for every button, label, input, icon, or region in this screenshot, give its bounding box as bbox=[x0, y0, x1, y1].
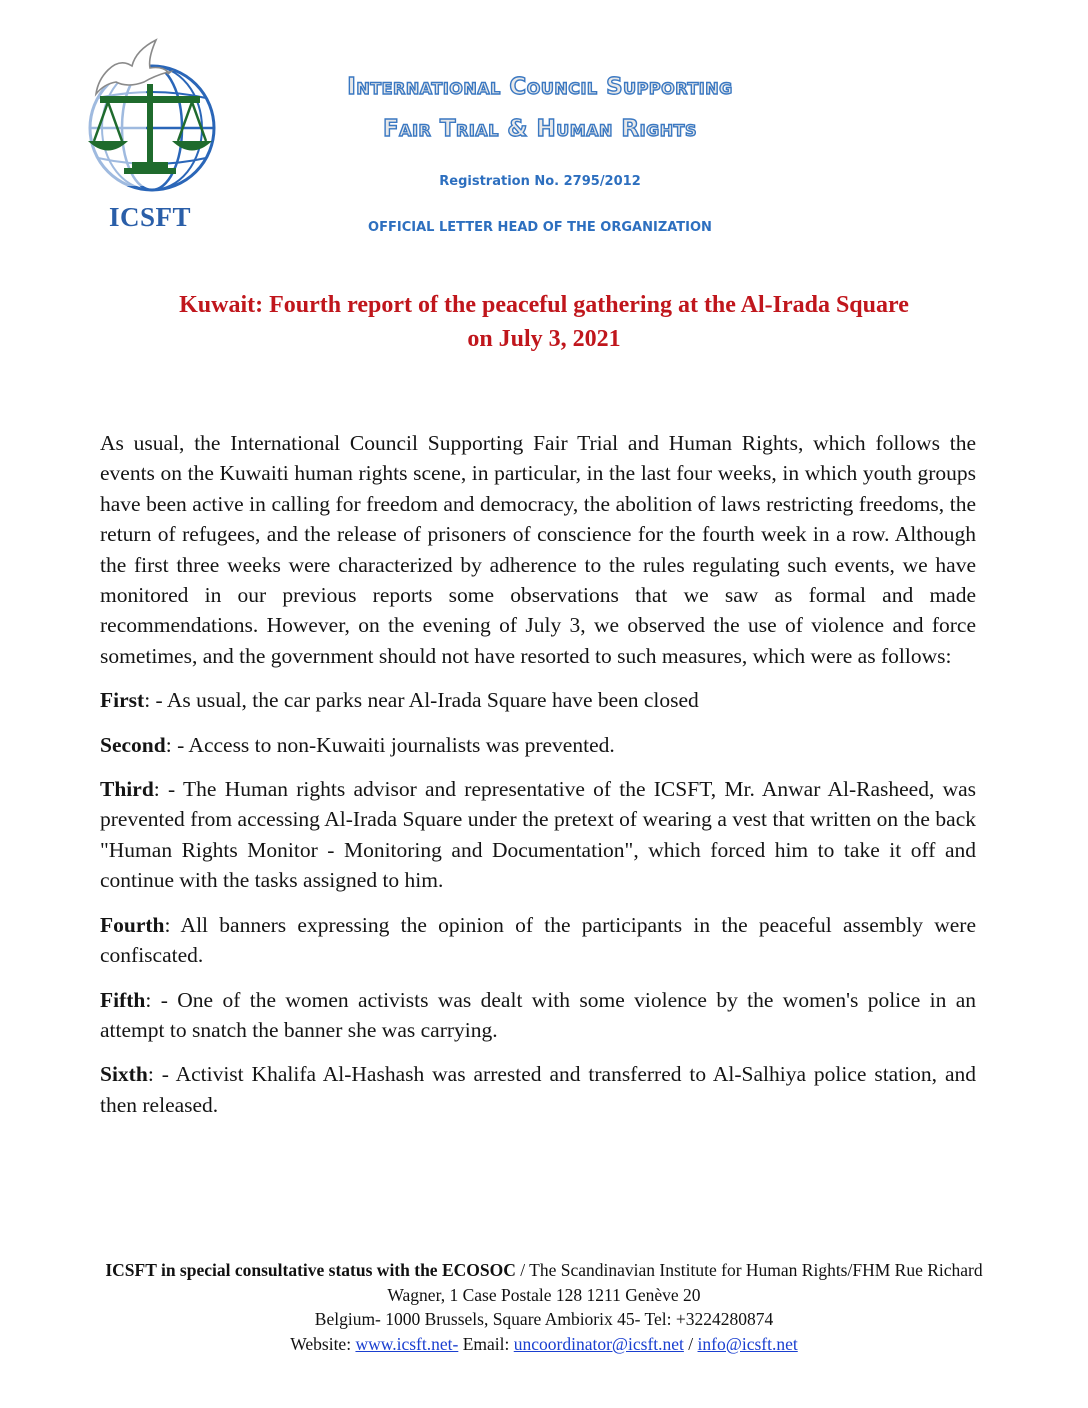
point-fourth bbox=[100, 910, 976, 971]
intro-paragraph: As usual, the International Council Supporting Fair Trial and Human Rights, which follows the events on the Kuwaiti human rights scene, in particular, in the last four weeks, in which youth groups have been active in calling for freedom and democracy, the abolition of laws restricting freedoms, the return of refugees, and the release of prisoners of conscience for the fourth week in a row. Although the first three weeks were characterized by adherence to the rules regulating such events, we have monitored in our previous reports some observations that we saw as formal and made recommendations. However, on the evening of July 3, we observed the use of violence and force sometimes, and the government should not have resorted to such measures, which were as follows: bbox=[100, 431, 976, 668]
organization-name-line1: International Council Supporting bbox=[347, 74, 733, 100]
email-link-info[interactable]: info@icsft.net bbox=[697, 1333, 798, 1354]
document-title-line2: on July 3, 2021 bbox=[467, 326, 621, 352]
organization-name-line2: Fair Trial & Human Rights bbox=[382, 116, 698, 142]
point-sixth bbox=[100, 1059, 976, 1120]
letterhead-label: OFFICIAL LETTER HEAD OF THE ORGANIZATION bbox=[368, 220, 712, 235]
point-second bbox=[100, 730, 976, 760]
email-separator: / bbox=[683, 1333, 698, 1354]
footer-contacts bbox=[80, 1332, 1008, 1357]
consultative-status: ICSFT in special consultative status with the ECOSOC bbox=[105, 1260, 516, 1280]
document-body bbox=[100, 428, 976, 1134]
point-text: : All banners expressing the opinion of the participants in the peaceful assembly were confiscated. bbox=[100, 912, 976, 968]
footer-status bbox=[80, 1258, 1008, 1307]
point-label: Fourth bbox=[100, 912, 165, 937]
dove-scales-globe-icon bbox=[80, 36, 220, 206]
document-title bbox=[80, 288, 1008, 356]
point-label: Third bbox=[100, 777, 154, 802]
point-first bbox=[100, 685, 976, 715]
logo-abbreviation: ICSFT bbox=[108, 202, 192, 232]
point-label: Sixth bbox=[100, 1062, 148, 1087]
page-footer bbox=[80, 1258, 1008, 1356]
point-text: : - Access to non-Kuwaiti journalists was prevented. bbox=[165, 732, 615, 757]
point-label: First bbox=[100, 688, 145, 713]
point-label: Second bbox=[100, 732, 166, 757]
website-label: Website: bbox=[290, 1333, 356, 1354]
point-fifth bbox=[100, 985, 976, 1046]
point-third bbox=[100, 774, 976, 896]
website-link[interactable]: www.icsft.net- bbox=[355, 1333, 459, 1354]
point-text: : - As usual, the car parks near Al-Irada Square have been closed bbox=[144, 688, 699, 713]
footer-address: Belgium- 1000 Brussels, Square Ambiorix 45- Tel: +3224280874 bbox=[314, 1309, 774, 1329]
organization-logo bbox=[80, 36, 220, 236]
point-text: : - The Human rights advisor and representative of the ICSFT, Mr. Anwar Al-Rasheed, was prevented from accessing Al-Irada Square under the pretext of wearing a vest that written on the back "Human Rights Monitor - Monitoring and Documentation", which forced him to take it off and continue with the tasks assigned to him. bbox=[100, 777, 976, 893]
email-link-coordinator[interactable]: uncoordinator@icsft.net bbox=[513, 1333, 684, 1354]
email-label: Email: bbox=[458, 1333, 514, 1354]
point-text: : - One of the women activists was dealt with some violence by the women's police in an attempt to snatch the banner she was carrying. bbox=[100, 987, 976, 1042]
registration-number: Registration No. 2795/2012 bbox=[439, 174, 641, 189]
point-text: : - Activist Khalifa Al-Hashash was arrested and transferred to Al-Salhiya police station, and then released. bbox=[100, 1062, 976, 1117]
point-label: Fifth bbox=[100, 987, 146, 1012]
document-title-line1: Kuwait: Fourth report of the peaceful gathering at the Al-Irada Square bbox=[179, 292, 909, 318]
institute-address: / The Scandinavian Institute for Human Rights/FHM Rue Richard Wagner, 1 Case Postale 128 1211 Genève 20 bbox=[387, 1260, 983, 1305]
